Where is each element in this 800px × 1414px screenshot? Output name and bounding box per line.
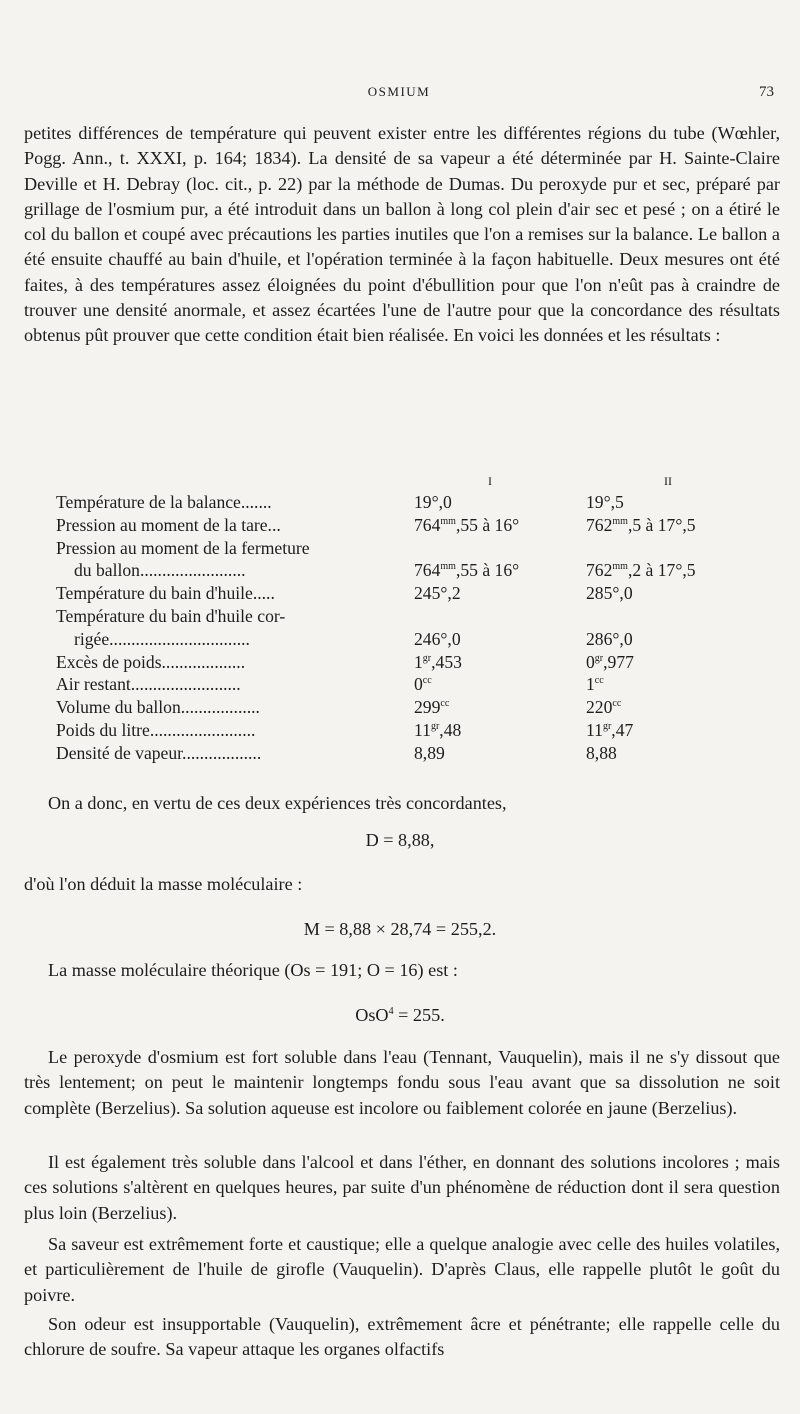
table-row xyxy=(56,651,780,674)
table-row xyxy=(56,673,780,696)
value-unit: mm xyxy=(612,515,628,527)
value-experiment-2 xyxy=(586,742,617,765)
row-label: Température du bain d'huile..... xyxy=(56,583,275,604)
value-experiment-2 xyxy=(586,514,696,537)
formula-subscript: 4 xyxy=(388,1005,394,1017)
value-main: 762 xyxy=(586,560,613,581)
value-unit: gr xyxy=(422,652,432,664)
value-experiment-1 xyxy=(414,742,445,765)
value-main: 286°,0 xyxy=(586,628,633,649)
value-rest: ,453 xyxy=(431,651,462,672)
paragraph-solubility-water: Le peroxyde d'osmium est fort soluble dans l'eau (Tennant, Vauquelin), mais il ne s'y dissout que très lentement; on peut le maintenir longtemps fondu sous l'eau avant que sa dissolution ne soit complète (Berzelius). Sa solution aqueuse est incolore ou faiblement colorée en jaune (Berzelius). xyxy=(24,1047,780,1118)
value-unit: cc xyxy=(594,675,604,687)
row-label: Température de la balance....... xyxy=(56,492,272,512)
value-main: 299 xyxy=(414,697,441,718)
value-experiment-2 xyxy=(586,628,633,651)
value-main: 19°,0 xyxy=(414,492,452,512)
measurement-table xyxy=(56,491,780,765)
row-label: Pression au moment de la tare... xyxy=(56,514,281,535)
value-experiment-1 xyxy=(414,628,461,651)
value-rest: ,2 à 17°,5 xyxy=(627,560,696,581)
value-experiment-2 xyxy=(586,696,621,719)
value-main: 8,89 xyxy=(414,742,445,763)
value-experiment-2 xyxy=(586,491,624,514)
value-experiment-2 xyxy=(586,651,634,674)
row-label: Poids du litre........................ xyxy=(56,719,256,740)
value-experiment-1 xyxy=(414,514,519,537)
value-unit: cc xyxy=(612,698,622,710)
table-row xyxy=(56,537,780,560)
value-main: 245°,2 xyxy=(414,583,461,604)
paragraph-taste: Sa saveur est extrêmement forte et caustique; elle a quelque analogie avec celle des huiles volatiles, et particulièrement de l'huile de girofle (Vauquelin). D'après Claus, elle rappelle plutôt le goût du poivre. xyxy=(24,1234,780,1305)
value-main: 0 xyxy=(414,674,423,695)
formula-theoretical xyxy=(0,1003,800,1028)
table-row xyxy=(56,742,780,765)
table-row xyxy=(56,514,780,537)
row-label: du ballon........................ xyxy=(74,560,246,581)
table-row xyxy=(56,696,780,719)
value-rest: ,5 à 17°,5 xyxy=(627,514,696,535)
value-experiment-1 xyxy=(414,491,452,514)
value-main: 11 xyxy=(586,719,603,740)
table-row xyxy=(56,605,780,628)
paragraph-molecular-mass: d'où l'on déduit la masse moléculaire : xyxy=(24,874,303,894)
value-experiment-1 xyxy=(414,719,461,742)
page-number: 73 xyxy=(759,84,774,100)
value-unit: gr xyxy=(602,721,612,733)
value-experiment-2 xyxy=(586,673,604,696)
running-header xyxy=(24,84,774,106)
value-main: 762 xyxy=(586,514,613,535)
table-row xyxy=(56,719,780,742)
value-experiment-2 xyxy=(586,559,696,582)
value-unit: gr xyxy=(430,721,440,733)
row-label: Densité de vapeur.................. xyxy=(56,742,262,763)
column-header-1: I xyxy=(488,474,492,488)
value-main: 764 xyxy=(414,560,441,581)
row-label: rigée................................ xyxy=(74,628,250,649)
paragraph-odor: Son odeur est insupportable (Vauquelin), extrêmement âcre et pénétrante; elle rappelle celle du chlorure de soufre. Sa vapeur attaque les organes olfactifs xyxy=(24,1314,780,1360)
paragraph-conclusion: On a donc, en vertu de ces deux expériences très concordantes, xyxy=(48,793,507,813)
value-experiment-1 xyxy=(414,696,449,719)
value-unit: mm xyxy=(612,561,628,573)
row-label: Température du bain d'huile cor- xyxy=(56,605,286,626)
value-experiment-1 xyxy=(414,559,519,582)
row-label: Volume du ballon.................. xyxy=(56,697,260,718)
value-main: 11 xyxy=(414,719,431,740)
formula-value: = 255. xyxy=(393,1005,445,1025)
value-experiment-1 xyxy=(414,651,462,674)
value-main: 8,88 xyxy=(586,742,617,763)
value-unit: cc xyxy=(422,675,432,687)
paragraph-density-method: petites différences de température qui peuvent exister entre les différentes régions du tube (Wœhler, Pogg. Ann., t. XXXI, p. 164; 1834). La densité de sa vapeur a été déterminée par H. Sainte-Claire Deville et H. Debray (loc. cit., p. 22) par la méthode de Dumas. Du peroxyde pur et sec, préparé par grillage de l'osmium pur, a été introduit dans un ballon à long col plein d'air sec et pesé ; on a étiré le col du ballon et coupé avec précautions les parties inutiles que l'on a remises sur la balance. Le ballon a été ensuite chauffé au bain d'huile, et l'opération terminée à la façon habituelle. Deux mesures ont été faites, à des températures assez éloignées du point d'ébullition pour que l'on n'eût pas à craindre de trouver une densité anormale, et assez écartées l'une de l'autre pour que la concordance des résultats obtenus pût prouver que cette condition était bien réalisée. En voici les données et les résultats : xyxy=(24,123,780,346)
value-rest: ,55 à 16° xyxy=(455,514,520,535)
formula-density: D = 8,88, xyxy=(365,830,435,850)
value-main: 19°,5 xyxy=(586,492,624,512)
table-row xyxy=(56,559,780,582)
value-main: 0 xyxy=(586,651,595,672)
value-unit: mm xyxy=(440,515,456,527)
column-header-2: II xyxy=(664,474,672,488)
table-row xyxy=(56,491,780,514)
row-label: Pression au moment de la fermeture xyxy=(56,537,310,558)
row-label: Excès de poids................... xyxy=(56,651,246,672)
running-title: OSMIUM xyxy=(367,84,431,99)
value-main: 1 xyxy=(414,651,423,672)
value-experiment-1 xyxy=(414,673,432,696)
value-experiment-2 xyxy=(586,719,633,742)
table-row xyxy=(56,582,780,605)
value-rest: ,48 xyxy=(439,719,462,740)
formula-molecular-mass: M = 8,88 × 28,74 = 255,2. xyxy=(303,919,497,939)
value-unit: gr xyxy=(594,652,604,664)
value-main: 764 xyxy=(414,514,441,535)
value-experiment-1 xyxy=(414,582,461,605)
value-unit: cc xyxy=(440,698,450,710)
table-row xyxy=(56,628,780,651)
value-rest: ,47 xyxy=(611,719,634,740)
paragraph-theoretical-mass: La masse moléculaire théorique (Os = 191; O = 16) est : xyxy=(48,960,458,980)
formula-base: OsO xyxy=(355,1005,389,1025)
value-main: 285°,0 xyxy=(586,583,633,604)
value-main: 1 xyxy=(586,674,595,695)
value-rest: ,55 à 16° xyxy=(455,560,520,581)
value-experiment-2 xyxy=(586,582,633,605)
value-main: 220 xyxy=(586,697,613,718)
value-unit: mm xyxy=(440,561,456,573)
paragraph-solubility-alcohol: Il est également très soluble dans l'alcool et dans l'éther, en donnant des solutions incolores ; mais ces solutions s'altèrent en quelques heures, par suite d'un phénomène de réduction dont il sera question plus loin (Berzelius). xyxy=(24,1152,780,1223)
value-main: 246°,0 xyxy=(414,628,461,649)
row-label: Air restant......................... xyxy=(56,674,241,695)
value-rest: ,977 xyxy=(603,651,634,672)
